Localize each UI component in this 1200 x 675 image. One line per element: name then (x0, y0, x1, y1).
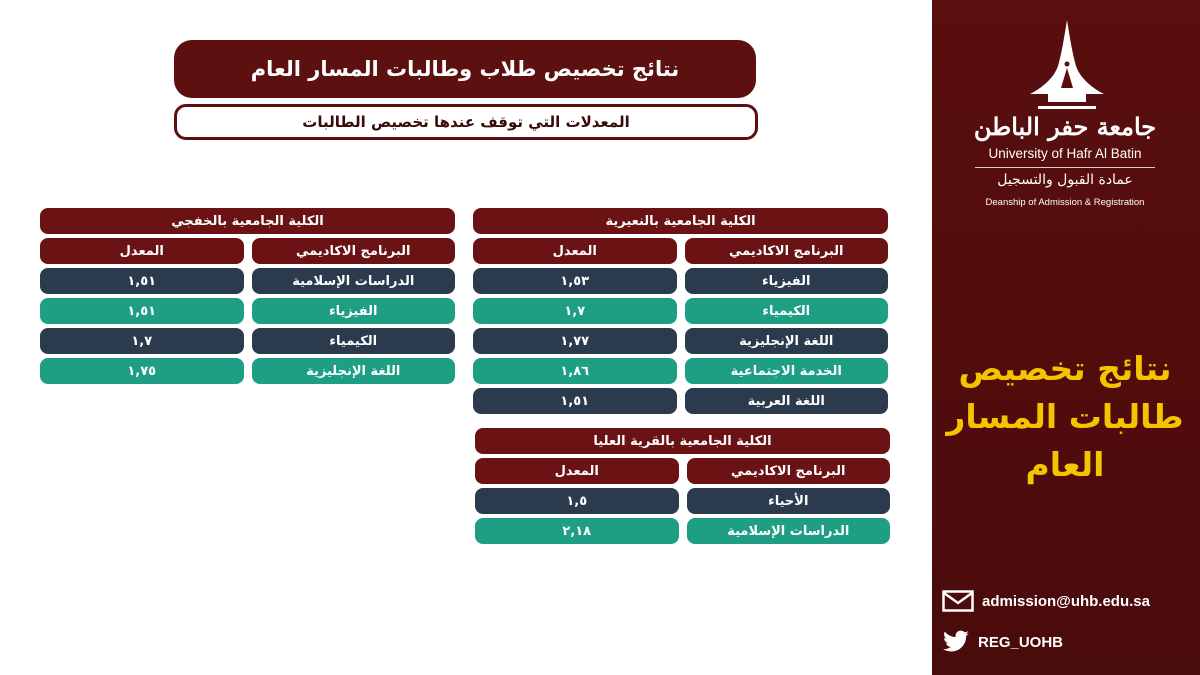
table-cell-gpa: ٢,١٨ (475, 518, 679, 544)
table-cell-gpa: ١,٥١ (40, 268, 244, 294)
page-title: نتائج تخصيص طلاب وطالبات المسار العام (174, 40, 756, 98)
column-header-gpa: المعدل (473, 238, 677, 264)
table-cell-program: الفيزياء (685, 268, 889, 294)
divider (975, 167, 1155, 168)
table-cell-gpa: ١,٨٦ (473, 358, 677, 384)
twitter-handle[interactable]: REG_UOHB (978, 633, 1064, 651)
college-title: الكلية الجامعية بالخفجي (40, 208, 455, 234)
table-cell-program: الفيزياء (252, 298, 456, 324)
table-cell-program: الأحياء (687, 488, 891, 514)
sidebar-title-line2: طالبات المسار (946, 397, 1184, 436)
table-cell-gpa: ١,٧ (40, 328, 244, 354)
college-title: الكلية الجامعية بالنعيرية (473, 208, 888, 234)
table-cell-gpa: ١,٧٧ (473, 328, 677, 354)
table-cell-program: اللغة الإنجليزية (685, 328, 889, 354)
sidebar-title-line3: العام (1025, 445, 1105, 484)
column-header-program: البرنامج الاكاديمي (685, 238, 889, 264)
sidebar-title (945, 345, 1185, 489)
table-cell-program: الخدمة الاجتماعية (685, 358, 889, 384)
sidebar-title-line1: نتائج تخصيص (958, 349, 1172, 388)
table-cell-gpa: ١,٥ (475, 488, 679, 514)
table-cell-program: اللغة الإنجليزية (252, 358, 456, 384)
deanship-name-arabic: عمادة القبول والتسجيل (997, 172, 1133, 188)
college-title: الكلية الجامعية بالقرية العليا (475, 428, 890, 454)
page-subtitle: المعدلات التي توقف عندها تخصيص الطالبات (174, 104, 758, 140)
table-cell-program: الكيمياء (685, 298, 889, 324)
email-address[interactable]: admission@uhb.edu.sa (982, 592, 1150, 610)
table-cell-gpa: ١,٧ (473, 298, 677, 324)
deanship-name-english: Deanship of Admission & Registration (985, 197, 1145, 208)
column-header-gpa: المعدل (475, 458, 679, 484)
twitter-icon (942, 630, 970, 654)
university-name-english: University of Hafr Al Batin (988, 146, 1142, 161)
university-logo (1028, 18, 1106, 116)
table-cell-gpa: ١,٥١ (473, 388, 677, 414)
table-cell-gpa: ١,٧٥ (40, 358, 244, 384)
table-cell-program: الكيمياء (252, 328, 456, 354)
email-contact[interactable] (942, 590, 1150, 612)
university-name-arabic: جامعة حفر الباطن (973, 112, 1157, 141)
table-cell-program: اللغة العربية (685, 388, 889, 414)
table-cell-gpa: ١,٥١ (40, 298, 244, 324)
table-cell-gpa: ١,٥٣ (473, 268, 677, 294)
table-cell-program: الدراسات الإسلامية (252, 268, 456, 294)
twitter-contact[interactable] (942, 630, 1063, 654)
table-cell-program: الدراسات الإسلامية (687, 518, 891, 544)
column-header-program: البرنامج الاكاديمي (252, 238, 456, 264)
mail-icon (942, 590, 974, 612)
column-header-gpa: المعدل (40, 238, 244, 264)
column-header-program: البرنامج الاكاديمي (687, 458, 891, 484)
